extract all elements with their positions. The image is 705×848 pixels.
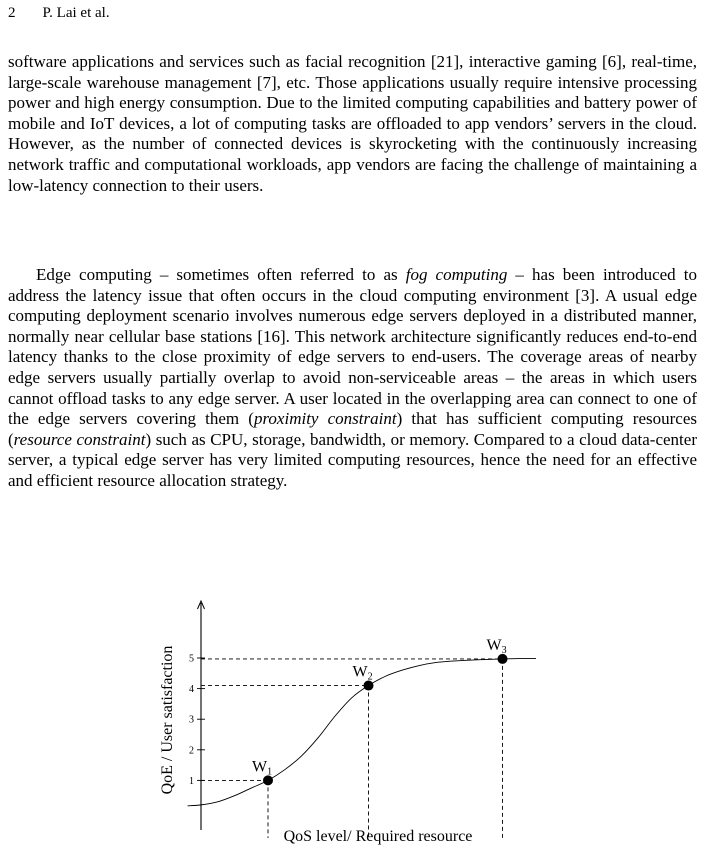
page-header <box>8 5 110 22</box>
page-number: 2 <box>8 5 16 21</box>
paragraph-2 <box>8 265 697 492</box>
x-axis-label: QoS level/ Required resource <box>283 828 473 845</box>
marker-label-w3: W3 <box>486 636 507 656</box>
qoe-qos-figure <box>140 598 570 848</box>
marker-label-w2: W2 <box>352 663 373 683</box>
y-axis-label: QoE / User satisfaction <box>159 645 176 795</box>
y-tick-label-2: 2 <box>189 745 194 757</box>
paragraph-1: software applications and services such as facial recognition [21], interactive gaming [6], real-time, large-scale warehouse management [7], etc. Those applications usually require intensive processing power and high energy consumption. Due to the limited computing capabilities and battery power of mobile and IoT devices, a lot of computing tasks are offloaded to app vendors’ servers in the cloud. However, as the number of connected devices is skyrocketing with the continuously increasing network traffic and computational workloads, app vendors are facing the challenge of maintaining a low-latency connection to their users. <box>8 52 697 195</box>
p2-fog-computing: fog computing <box>405 265 508 284</box>
y-tick-label-4: 4 <box>189 684 194 696</box>
p2-proximity-constraint: proximity constraint <box>253 409 397 429</box>
p2-text-d: ) such as CPU, storage, bandwidth, or memory. Compared to a cloud data-center server, a typical edge server has very limited computing resources, hence the need for an effective and efficient resource allocation strategy. <box>8 429 697 490</box>
p2-text-a: Edge computing – sometimes often referred to as <box>36 265 406 284</box>
guide-lines <box>201 659 503 838</box>
p2-text-c: ) that has sufficient computing resources ( <box>8 409 697 449</box>
y-tick-label-1: 1 <box>189 775 194 787</box>
y-tick-label-3: 3 <box>189 714 194 726</box>
qoe-qos-chart <box>140 598 570 848</box>
y-ticks <box>189 654 205 787</box>
qoe-curve <box>188 659 536 806</box>
marker-label-w1: W1 <box>252 758 273 778</box>
y-tick-label-5: 5 <box>189 653 194 665</box>
p2-resource-constraint: resource constraint <box>13 429 146 449</box>
running-authors: P. Lai et al. <box>42 5 110 21</box>
p2-text-b: – has been introduced to address the latency issue that often occurs in the cloud computing environment [3]. A usual edge computing deployment scenario involves numerous edge servers deployed in a distributed manner, normally near cellular base stations [16]. This network architecture significantly reduces end-to-end latency thanks to the close proximity of edge servers to end-users. The coverage areas of nearby edge servers usually partially overlap to avoid non-serviceable areas – the areas in which users cannot offload tasks to any edge server. A user located in the overlapping area can connect to one of the edge servers covering them ( <box>8 265 697 429</box>
